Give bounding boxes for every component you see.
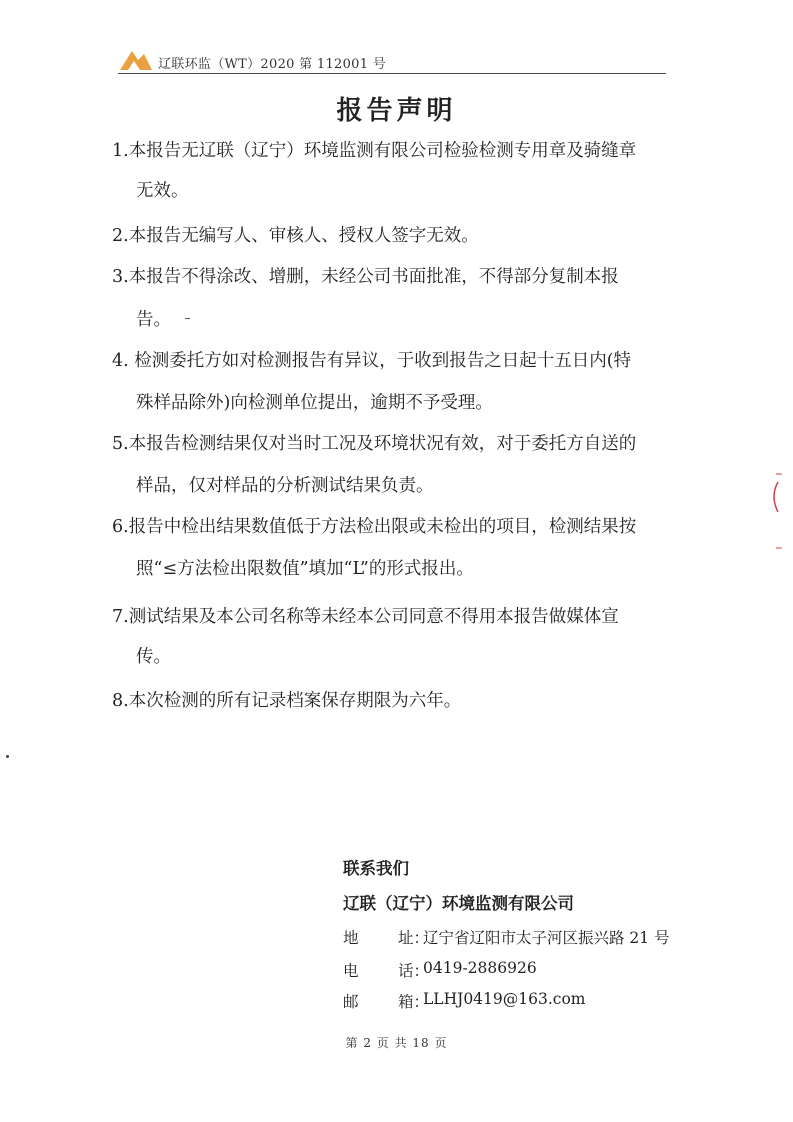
contact-email-row xyxy=(343,990,683,1012)
statement-line: 5.本报告检测结果仅对当时工况及环境状况有效，对于委托方自送的 xyxy=(112,434,637,454)
company-name: 辽联（辽宁）环境监测有限公司 xyxy=(343,894,574,913)
address-label-char2: 址： xyxy=(398,929,430,947)
report-header xyxy=(118,48,666,74)
phone-label-char2: 话： xyxy=(398,962,430,980)
page-number: 第 2 页 共 18 页 xyxy=(345,1036,448,1050)
contact-address-row xyxy=(343,926,683,948)
page-title: 报告声明 xyxy=(336,96,457,126)
statement-line: 4. 检测委托方如对检测报告有异议，于收到报告之日起十五日内(特 xyxy=(112,351,632,371)
phone-value: 0419-2886926 xyxy=(423,959,537,977)
statement-line: 照“≤方法检出限数值”填加“L”的形式报出。 xyxy=(136,559,474,579)
statement-line: 无效。 xyxy=(136,181,189,201)
statement-line: 7.测试结果及本公司名称等未经本公司同意不得用本报告做媒体宣 xyxy=(112,607,619,627)
statement-line: 3.本报告不得涂改、增删，未经公司书面批准，不得部分复制本报 xyxy=(112,267,619,287)
seal-edge-mark xyxy=(764,460,788,560)
scan-speck xyxy=(6,755,9,758)
header-divider xyxy=(118,73,666,74)
report-code: 辽联环监（WT）2020 第 112001 号 xyxy=(158,57,387,72)
email-label-char1: 邮 xyxy=(343,993,359,1011)
statement-line: 传。 xyxy=(136,647,171,667)
statement-line: 6.报告中检出结果数值低于方法检出限或未检出的项目，检测结果按 xyxy=(112,517,637,537)
statement-line: 2.本报告无编写人、审核人、授权人签字无效。 xyxy=(112,226,479,246)
contact-heading: 联系我们 xyxy=(343,859,409,878)
address-label-char1: 地 xyxy=(343,929,359,947)
address-value: 辽宁省辽阳市太子河区振兴路 21 号 xyxy=(423,929,670,947)
statement-line: 8.本次检测的所有记录档案保存期限为六年。 xyxy=(112,691,462,711)
contact-phone-row xyxy=(343,959,683,981)
statement-line: 1.本报告无辽联（辽宁）环境监测有限公司检验检测专用章及骑缝章 xyxy=(112,141,637,161)
phone-label-char1: 电 xyxy=(343,962,359,980)
email-value: LLHJ0419@163.com xyxy=(423,990,586,1008)
company-logo-icon xyxy=(118,49,154,71)
statement-line: 告。 xyxy=(136,310,171,330)
email-label-char2: 箱： xyxy=(398,993,430,1011)
scan-speck xyxy=(185,318,190,319)
statement-line: 殊样品除外)向检测单位提出，逾期不予受理。 xyxy=(136,393,493,413)
statement-line: 样品，仅对样品的分析测试结果负责。 xyxy=(136,476,434,496)
